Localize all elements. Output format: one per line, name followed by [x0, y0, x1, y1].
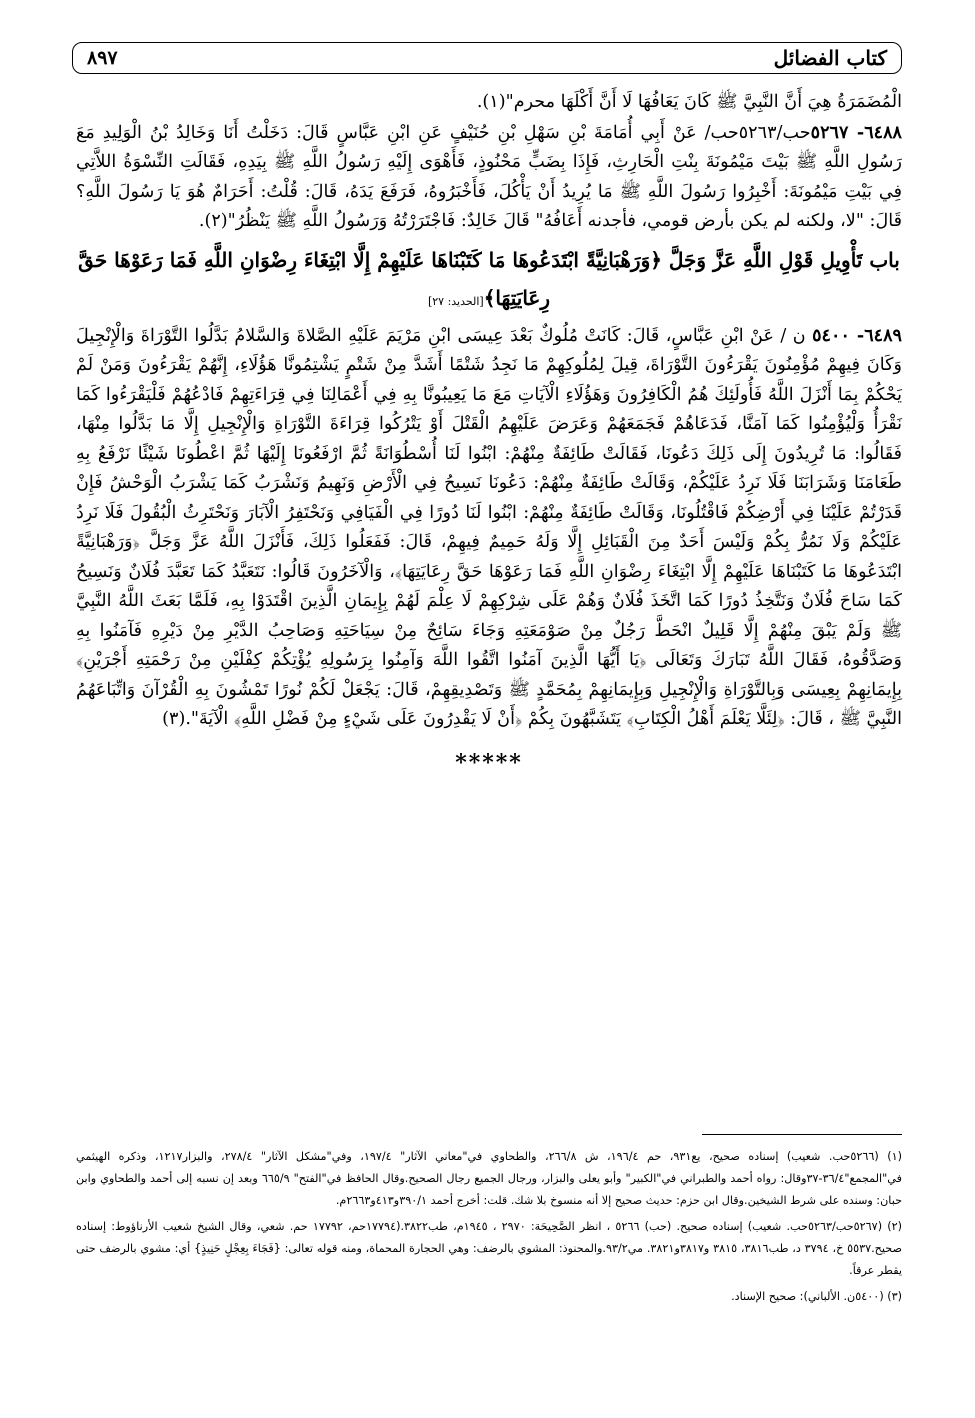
hadith-paragraph — [76, 118, 902, 237]
footnote: (١) (٥٢٦٦حب. شعيب) إسناده صحيح، يع٩٣١، حم ١٩٦/٤، ش ٢٦٦/٨، والطحاوي في"معاني الآثار" ١٩٧/٤، وفي"مشكل الآثار" ٢٧٨/٤، والبزار١٢١٧، وذكره الهيثمي في"المجمع"٣٦/٤-٣٧وقال: رواه أحمد والطبراني في"الكبير" وأبو يعلى والبزار، ورجال الجميع رجال الصحيح.وقال الحافظ في"الفتح" ٦٦٥/٩ وبعد إن نسبه إلى أحمد والطحاوي وابن حبان: وسنده على شرط الشيخين.وقال ابن حزم: حديث صحيح إلا أنه منسوخ بلا شك. قلت: أخرج أحمد ٣٩٠/١و٤١٣و٢٦٦٣م. — [76, 1150, 902, 1207]
footnote: (٢) (٥٢٦٧حب/٥٢٦٣حب. شعيب) إسناده صحيح. (حب) ٥٢٦٦ ، انظر الصَّحِيحَة: ٢٩٧٠ ، ١٩٤٥م، طب٣٨٢٢.(١٧٧٩٤حم، ١٧٧٩٢ حم. شعي، وقال الشيخ شعيب الأرناؤوط: إسناده صحيح.٥٥٣٧ خ، ٣٧٩٤ د، طب٣٨١٦، ٣٨١٥ و٣٨١٧و٣٨٢١. مي٩٣/٢.والمحنوذ: المشوي بالرضف: وهي الحجارة المحماة، ومنه قوله تعالى: {فَجَاءَ بِعِجْلٍ حَنِيذٍ} أي: مشوي بالرضف حتى يقطر عرقاً. — [76, 1220, 902, 1277]
hadith-number: ٦٤٨٨- ٥٢٦٧ — [810, 121, 902, 143]
page-header — [72, 42, 902, 74]
footnote: (٣) (٥٤٠٠ن. الألباني): صحيح الإسناد. — [731, 1290, 902, 1303]
footnotes — [76, 1146, 902, 1312]
hadith-text: حب/٥٢٦٣حب/ عَنْ أَبِي أُمَامَةَ بْنِ سَهْلِ بْنِ حُنَيْفٍ عَنِ ابْنِ عَبَّاسٍ قَالَ: دَخَلْتُ أَنَا وَخَالِدُ بْنُ الْوَلِيدِ مَعَ رَسُولِ اللَّهِ ﷺ بَيْتَ مَيْمُونَةَ بِنْتِ الْحَارِثِ، فَإِذَا بِضَبٍّ مَحْنُوذٍ، فَأَهْوَى إِلَيْهِ رَسُولُ اللَّهِ ﷺ بِيَدِهِ، فَقَالَتِ النِّسْوَةُ اللاَّتِي فِي بَيْتِ مَيْمُونَةَ: أَخْبِرُوا رَسُولَ اللَّهِ ﷺ مَا يُرِيدُ أَنْ يَأْكُلَ، فَأَخْبَرُوهُ، فَرَفَعَ يَدَهُ، قَالَ: قُلْتُ: أَحَرَامٌ هُوَ يَا رَسُولَ اللَّهِ؟ قَالَ: "لا، ولكنه لم يكن بأرض قومي، فأجدنه أَعَافُهُ" قَالَ خَالِدٌ: فَاجْتَرَرْتُهُ وَرَسُولُ اللَّهِ ﷺ يَنْظُرُ"(٢). — [76, 122, 902, 231]
footnote-divider — [702, 1134, 902, 1135]
chapter-heading — [76, 241, 902, 321]
hadith-text: ن / عَنْ ابْنِ عَبَّاسٍ، قَالَ: كَانَتْ مُلُوكٌ بَعْدَ عِيسَى ابْنِ مَرْيَمَ عَلَيْهِ الصَّلاةَ وَالسَّلامُ بَدَّلُوا التَّوْرَاةَ وَالْإِنْجِيلَ وَكَانَ فِيهِمْ مُؤْمِنُونَ يَقْرَءُونَ التَّوْرَاةَ، قِيلَ لِمُلُوكِهِمْ مَا نَجِدُ شَتْمًا أَشَدَّ مِنْ شَتْمٍ يَشْتِمُونَّا هَؤُلَاءِ، إِنَّهُمْ يَقْرَءُونَ وَمَنْ لَمْ يَحْكُمْ بِمَا أَنْزَلَ اللَّهُ فَأُولَئِكَ هُمُ الْكَافِرُونَ وَهَؤُلَاءِ الْآيَاتِ مَعَ مَا يَعِيبُونَّا بِهِ فِي أَعْمَالِنَا فِي قِرَاءَتِهِمْ فَادْعُهُمْ فَلْيَقْرَءُوا كَمَا نَقْرَأُ وَلْيُؤْمِنُوا كَمَا آمَنَّا، فَدَعَاهُمْ فَجَمَعَهُمْ وَعَرَضَ عَلَيْهِمُ الْقَتْلَ أَوْ يَتْرُكُوا قِرَاءَةَ التَّوْرَاةِ وَالْإِنْجِيلِ إِلَّا مَا بَدَّلُوا مِنْهَا، فَقَالُوا: مَا تُرِيدُونَ إِلَى ذَلِكَ دَعُونَا، فَقَالَتْ طَائِفَةٌ مِنْهُمْ: ابْنُوا لَنَا أُسْطُوَانَةً ثُمَّ ارْفَعُونَا إِلَيْهَا ثُمَّ اعْطُونَا شَيْئًا نَرْفَعُ بِهِ طَعَامَنَا وَشَرَابَنَا فَلَا نَرِدُ عَلَيْكُمْ، وَقَالَتْ طَائِفَةٌ مِنْهُمْ: دَعُونَا نَسِيحُ فِي الْأَرْضِ وَنَهِيمُ وَنَشْرَبُ كَمَا يَشْرَبُ الْوَحْشُ فَإِنْ قَدَرْتُمْ عَلَيْنَا فِي أَرْضِكُمْ فَاقْتُلُونَا، وَقَالَتْ طَائِفَةٌ مِنْهُمْ: ابْنُوا لَنَا دُورًا فِي الْفَيَافِي وَنَحْتَفِرُ الْآبَارَ وَنَحْتَرِثُ الْبُقُولَ فَلَا نَرِدُ عَلَيْكُمْ وَلَا نَمُرُّ بِكُمْ وَلَيْسَ أَحَدٌ مِنَ الْقَبَائِلِ إِلَّا وَلَهُ حَمِيمٌ فِيهِمْ، قَالَ: فَفَعَلُوا ذَلِكَ، فَأَنْزَلَ اللَّهُ عَزَّ وَجَلَّ ﴿وَرَهْبَانِيَّةً ابْتَدَعُوهَا مَا كَتَبْنَاهَا عَلَيْهِمْ إِلَّا ابْتِغَاءَ رِضْوَانِ اللَّهِ فَمَا رَعَوْهَا حَقَّ رِعَايَتِهَا﴾، وَالْآخَرُونَ قَالُوا: نَتَعَبَّدُ كَمَا تَعَبَّدَ فُلَانٌ وَنَسِيحُ كَمَا سَاحَ فُلَانٌ وَنَتَّخِذُ دُورًا كَمَا اتَّخَذَ فُلَانٌ وَهُمْ عَلَى شِرْكِهِمْ لَا عِلْمَ لَهُمْ بِإِيمَانِ الَّذِينَ اقْتَدَوْا بِهِ، فَلَمَّا بَعَثَ اللَّهُ النَّبِيَّ ﷺ وَلَمْ يَبْقَ مِنْهُمْ إِلَّا قَلِيلٌ انْحَطَّ رَجُلٌ مِنْ صَوْمَعَتِهِ وَجَاءَ سَائِحٌ مِنْ سِيَاحَتِهِ وَصَاحِبُ الدَّيْرِ مِنْ دَيْرِهِ فَآمَنُوا بِهِ وَصَدَّقُوهُ، فَقَالَ اللَّهُ تَبَارَكَ وَتَعَالَى ﴿يَا أَيُّهَا الَّذِينَ آمَنُوا اتَّقُوا اللَّهَ وَآمِنُوا بِرَسُولِهِ يُؤْتِكُمْ كِفْلَيْنِ مِنْ رَحْمَتِهِ أَجْرَيْنِ﴾ بِإِيمَانِهِمْ بِعِيسَى وَبِالتَّوْرَاةِ وَالْإِنْجِيلِ وَبِإِيمَانِهِمْ بِمُحَمَّدٍ ﷺ وَتَصْدِيقِهِمْ، قَالَ: يَجْعَلْ لَكُمْ نُورًا تَمْشُونَ بِهِ الْقُرْآنَ وَاتِّبَاعَهُمُ النَّبِيَّ ﷺ ، قَالَ: ﴿لِئَلَّا يَعْلَمَ أَهْلُ الْكِتَابِ﴾ يَتَشَبَّهُونَ بِكُمْ ﴿أَنْ لَا يَقْدِرُونَ عَلَى شَيْءٍ مِنْ فَضْلِ اللَّهِ﴾ الْآيَةَ".(٣) — [76, 325, 902, 729]
page-number: ٨٩٧ — [87, 47, 118, 69]
hadith-number: ٦٤٨٩- ٥٤٠٠ — [812, 324, 902, 346]
hadith-paragraph-main — [76, 321, 902, 735]
paragraph-text: الْمُضَمَرَةُ هِيَ أَنَّ النَّبِيَّ ﷺ كَانَ يَعَافُهَا لَا أَنَّ أَكْلَهَا محرم"(١). — [476, 92, 902, 112]
chapter-title: باب تَأْوِيلِ قَوْلِ اللَّهِ عَزَّ وَجَلَّ ﴿وَرَهْبَانِيَّةً ابْتَدَعُوهَا مَا كَتَبْنَاهَا عَلَيْهِمْ إِلَّا ابْتِغَاءَ رِضْوَانِ اللَّهِ فَمَا رَعَوْهَا حَقَّ رِعَايَتِهَا﴾ — [78, 247, 900, 310]
main-text — [76, 88, 902, 778]
section-separator: ***** — [455, 749, 523, 776]
chapter-reference: [الحديد: ٢٧] — [427, 294, 484, 308]
paragraph-continuation — [76, 88, 902, 118]
book-title: كتاب الفضائل — [773, 46, 887, 70]
